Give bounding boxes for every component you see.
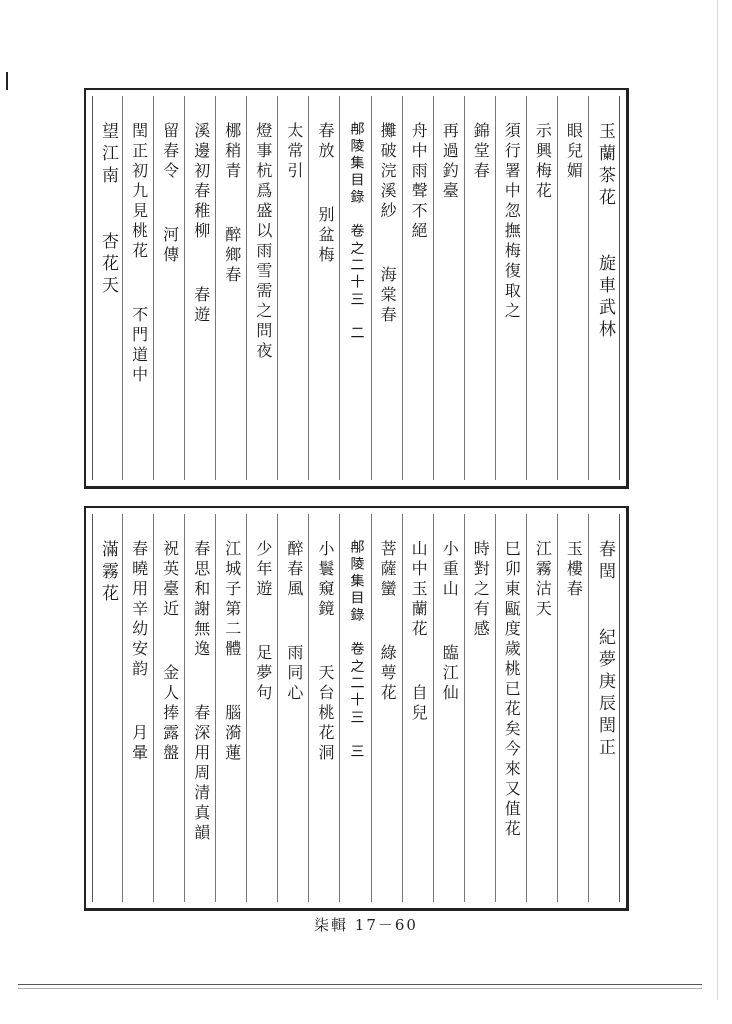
entry-subtitle: 雨同心 xyxy=(284,644,304,704)
text-column xyxy=(527,90,558,486)
text-column xyxy=(92,508,123,908)
column-rule xyxy=(464,96,465,480)
text-column xyxy=(185,90,216,486)
entry-title: 少年遊 xyxy=(253,540,273,600)
text-column xyxy=(185,508,216,908)
text-column xyxy=(434,90,465,486)
entry-title: 巳卯東甌度歲桃已花矣今來又值花 xyxy=(502,540,522,840)
column-rule xyxy=(588,514,589,902)
text-column xyxy=(216,90,247,486)
entry-title: 梛稍青 xyxy=(222,122,242,182)
entry-subtitle: 金人捧露盤 xyxy=(160,664,180,764)
entry-title: 醉春風 xyxy=(284,540,304,600)
column-rule xyxy=(526,514,527,902)
entry-title: 滿霧花 xyxy=(98,540,119,606)
entry-title: 望江南 xyxy=(98,122,119,188)
entry-title: 再過釣臺 xyxy=(440,122,460,202)
margin-mark xyxy=(6,72,8,90)
column-rule xyxy=(246,514,247,902)
text-column xyxy=(92,90,123,486)
column-rule xyxy=(339,514,340,902)
entry-title: 江城子第二體 xyxy=(222,540,242,660)
entry-title: 錦堂春 xyxy=(471,122,491,182)
entry-title: 攤破浣溪紗 xyxy=(378,122,398,222)
entry-title: 玉蘭茶花 xyxy=(594,122,615,210)
column-rule xyxy=(246,96,247,480)
text-column xyxy=(309,508,340,908)
column-rule xyxy=(184,514,185,902)
entry-subtitle: 紀夢庚辰閏正 xyxy=(594,628,615,760)
entry-title: 𨚗陵集目錄 卷之二十三 二 xyxy=(348,122,364,343)
entry-title: 閏正初九見桃花 xyxy=(129,122,149,262)
text-column xyxy=(154,90,185,486)
column-rule xyxy=(153,96,154,480)
text-column xyxy=(496,508,527,908)
entry-subtitle: 河傳 xyxy=(160,226,180,266)
entry-title: 春思和謝無逸 xyxy=(191,540,211,660)
entry-title: 小鬟窺鏡 xyxy=(315,540,335,620)
column-rule xyxy=(308,96,309,480)
page-edge-line xyxy=(717,0,718,1000)
column-rule xyxy=(495,96,496,480)
bottom-panel xyxy=(84,506,629,911)
entry-title: 留春令 xyxy=(160,122,180,182)
entry-subtitle: 不門道中 xyxy=(129,306,149,386)
column-rule xyxy=(433,514,434,902)
text-column xyxy=(558,508,589,908)
column-rule xyxy=(402,96,403,480)
entry-subtitle: 杏花天 xyxy=(98,232,119,298)
entry-title: 時對之有感 xyxy=(471,540,491,640)
text-column xyxy=(372,508,403,908)
column-rule xyxy=(122,514,123,902)
entry-title: 溪邊初春稚柳 xyxy=(191,122,211,242)
text-column xyxy=(465,90,496,486)
column-rule xyxy=(371,96,372,480)
entry-subtitle: 自兒 xyxy=(409,684,429,724)
column-rule xyxy=(122,96,123,480)
column-rule xyxy=(215,96,216,480)
bottom-rule xyxy=(18,988,702,989)
column-rule xyxy=(277,96,278,480)
column-rule xyxy=(308,514,309,902)
entry-title: 祝英臺近 xyxy=(160,540,180,620)
text-column xyxy=(278,90,309,486)
text-column xyxy=(247,90,278,486)
text-column xyxy=(123,508,154,908)
text-column xyxy=(372,90,403,486)
column-rule xyxy=(588,96,589,480)
text-column xyxy=(216,508,247,908)
column-rule xyxy=(371,514,372,902)
text-column xyxy=(247,508,278,908)
column-rule xyxy=(402,514,403,902)
entry-subtitle: 旋車武林 xyxy=(594,254,615,342)
entry-title: 太常引 xyxy=(284,122,304,182)
column-rule xyxy=(495,514,496,902)
column-rule xyxy=(464,514,465,902)
text-column xyxy=(496,90,527,486)
entry-title: 春曉用辛幼安韵 xyxy=(129,540,149,680)
column-rule xyxy=(526,96,527,480)
entry-title: 𨚗陵集目錄 卷之二十三 三 xyxy=(348,540,364,761)
entry-subtitle: 春遊 xyxy=(191,286,211,326)
entry-title: 眼兒媚 xyxy=(564,122,584,182)
entry-subtitle: 腦漪蓮 xyxy=(222,704,242,764)
entry-subtitle: 春深用周清真韻 xyxy=(191,704,211,844)
entry-title: 玉樓春 xyxy=(564,540,584,600)
entry-title: 春放 xyxy=(315,122,335,162)
text-column xyxy=(527,508,558,908)
column-rule xyxy=(184,96,185,480)
text-column xyxy=(309,90,340,486)
page-footer: 柒輯 17－60 xyxy=(314,916,418,934)
entry-title: 示興梅花 xyxy=(533,122,553,202)
text-column xyxy=(558,90,589,486)
entry-title: 江霧沽天 xyxy=(533,540,553,620)
entry-subtitle: 海棠春 xyxy=(378,266,398,326)
entry-title: 小重山 xyxy=(440,540,460,600)
column-rule xyxy=(433,96,434,480)
text-column xyxy=(434,508,465,908)
entry-title: 菩薩蠻 xyxy=(378,540,398,600)
text-column xyxy=(154,508,185,908)
column-rule xyxy=(557,96,558,480)
column-rule xyxy=(153,514,154,902)
text-column xyxy=(340,90,371,486)
entry-title: 舟中雨聲不絕 xyxy=(409,122,429,242)
entry-subtitle: 别盆梅 xyxy=(315,206,335,266)
text-column xyxy=(403,90,434,486)
bottom-rule xyxy=(18,984,702,985)
text-column xyxy=(340,508,371,908)
column-rule xyxy=(277,514,278,902)
column-rule xyxy=(557,514,558,902)
column-rule xyxy=(215,514,216,902)
entry-title: 山中玉蘭花 xyxy=(409,540,429,640)
top-panel xyxy=(84,88,629,489)
entry-subtitle: 足夢句 xyxy=(253,644,273,704)
text-column xyxy=(589,508,620,908)
entry-subtitle: 綠萼花 xyxy=(378,644,398,704)
entry-subtitle: 月暈 xyxy=(129,724,149,764)
entry-subtitle: 臨江仙 xyxy=(440,644,460,704)
entry-title: 須行署中忽撫梅復取之 xyxy=(502,122,522,322)
entry-subtitle: 醉鄉春 xyxy=(222,226,242,286)
entry-subtitle: 天台桃花洞 xyxy=(315,664,335,764)
column-rule xyxy=(339,96,340,480)
text-column xyxy=(123,90,154,486)
text-column xyxy=(589,90,620,486)
entry-title: 燈事杭爲盛以雨雪需之問夜 xyxy=(253,122,273,362)
text-column xyxy=(278,508,309,908)
text-column xyxy=(465,508,496,908)
text-column xyxy=(403,508,434,908)
entry-title: 春閏 xyxy=(594,540,615,584)
